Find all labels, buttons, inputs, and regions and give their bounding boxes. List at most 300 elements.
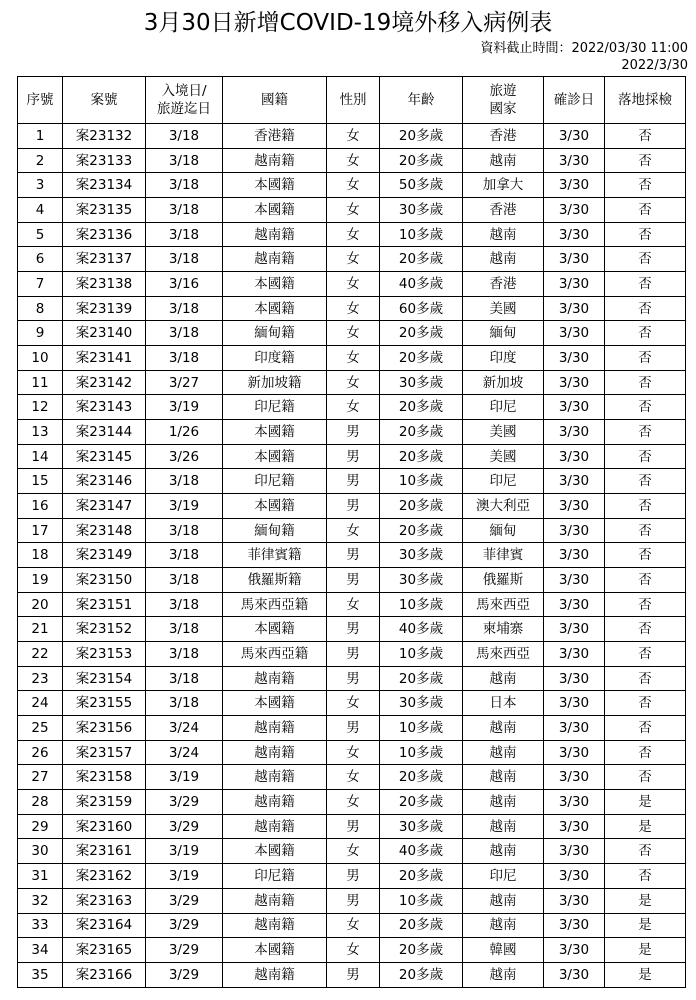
table-row bbox=[18, 272, 686, 297]
table-row bbox=[18, 222, 686, 247]
table-row bbox=[18, 864, 686, 889]
cell-age: 50多歲 bbox=[380, 173, 463, 198]
cell-travel-country: 越南 bbox=[463, 839, 544, 864]
cell-case-no: 案23142 bbox=[63, 370, 146, 395]
cell-landing-test: 否 bbox=[605, 716, 686, 741]
cell-landing-test: 是 bbox=[605, 938, 686, 963]
header-landing-test: 落地採檢 bbox=[605, 77, 686, 124]
cell-seq: 27 bbox=[18, 765, 63, 790]
cell-nationality: 印度籍 bbox=[223, 346, 327, 371]
header-entry-date: 入境日/ 旅遊迄日 bbox=[146, 77, 223, 124]
cell-sex: 女 bbox=[327, 592, 380, 617]
cell-entry-date: 3/19 bbox=[146, 839, 223, 864]
cell-nationality: 本國籍 bbox=[223, 296, 327, 321]
cell-age: 30多歲 bbox=[380, 814, 463, 839]
cell-age: 20多歲 bbox=[380, 321, 463, 346]
cell-travel-country: 越南 bbox=[463, 222, 544, 247]
cell-age: 10多歲 bbox=[380, 222, 463, 247]
cell-entry-date: 3/18 bbox=[146, 124, 223, 149]
table-row bbox=[18, 173, 686, 198]
cell-seq: 20 bbox=[18, 592, 63, 617]
cell-nationality: 本國籍 bbox=[223, 272, 327, 297]
cell-age: 10多歲 bbox=[380, 716, 463, 741]
cell-age: 40多歲 bbox=[380, 272, 463, 297]
cell-nationality: 本國籍 bbox=[223, 494, 327, 519]
cell-entry-date: 3/27 bbox=[146, 370, 223, 395]
cell-seq: 3 bbox=[18, 173, 63, 198]
table-row bbox=[18, 420, 686, 445]
cell-seq: 13 bbox=[18, 420, 63, 445]
cell-seq: 31 bbox=[18, 864, 63, 889]
cell-entry-date: 3/24 bbox=[146, 716, 223, 741]
cell-entry-date: 3/29 bbox=[146, 790, 223, 815]
cell-nationality: 越南籍 bbox=[223, 740, 327, 765]
cell-age: 20多歲 bbox=[380, 518, 463, 543]
cell-landing-test: 是 bbox=[605, 790, 686, 815]
cell-diagnosis-date: 3/30 bbox=[544, 321, 605, 346]
cell-entry-date: 3/19 bbox=[146, 765, 223, 790]
cell-age: 10多歲 bbox=[380, 740, 463, 765]
cell-seq: 24 bbox=[18, 691, 63, 716]
cell-nationality: 本國籍 bbox=[223, 173, 327, 198]
cell-nationality: 本國籍 bbox=[223, 198, 327, 223]
cell-travel-country: 印尼 bbox=[463, 395, 544, 420]
cell-age: 20多歲 bbox=[380, 962, 463, 987]
cell-landing-test: 否 bbox=[605, 395, 686, 420]
cell-nationality: 越南籍 bbox=[223, 148, 327, 173]
cell-case-no: 案23141 bbox=[63, 346, 146, 371]
cell-travel-country: 柬埔寨 bbox=[463, 617, 544, 642]
cell-landing-test: 否 bbox=[605, 864, 686, 889]
cell-diagnosis-date: 3/30 bbox=[544, 864, 605, 889]
cell-nationality: 新加坡籍 bbox=[223, 370, 327, 395]
cell-age: 60多歲 bbox=[380, 296, 463, 321]
table-row bbox=[18, 790, 686, 815]
cell-nationality: 本國籍 bbox=[223, 839, 327, 864]
cell-seq: 12 bbox=[18, 395, 63, 420]
cell-sex: 女 bbox=[327, 247, 380, 272]
cell-entry-date: 3/18 bbox=[146, 296, 223, 321]
cell-diagnosis-date: 3/30 bbox=[544, 765, 605, 790]
cell-travel-country: 美國 bbox=[463, 444, 544, 469]
header-seq: 序號 bbox=[18, 77, 63, 124]
cell-seq: 7 bbox=[18, 272, 63, 297]
cell-entry-date: 3/29 bbox=[146, 888, 223, 913]
cell-diagnosis-date: 3/30 bbox=[544, 543, 605, 568]
cell-case-no: 案23140 bbox=[63, 321, 146, 346]
cell-landing-test: 否 bbox=[605, 444, 686, 469]
cell-age: 40多歲 bbox=[380, 839, 463, 864]
cell-travel-country: 越南 bbox=[463, 666, 544, 691]
cell-diagnosis-date: 3/30 bbox=[544, 913, 605, 938]
cell-sex: 男 bbox=[327, 494, 380, 519]
cell-age: 10多歲 bbox=[380, 592, 463, 617]
cell-sex: 女 bbox=[327, 839, 380, 864]
cell-landing-test: 否 bbox=[605, 592, 686, 617]
cell-entry-date: 3/29 bbox=[146, 962, 223, 987]
table-row bbox=[18, 913, 686, 938]
table-row bbox=[18, 938, 686, 963]
cell-landing-test: 否 bbox=[605, 765, 686, 790]
cell-seq: 22 bbox=[18, 642, 63, 667]
cell-nationality: 本國籍 bbox=[223, 420, 327, 445]
cell-seq: 26 bbox=[18, 740, 63, 765]
cell-nationality: 印尼籍 bbox=[223, 469, 327, 494]
cell-sex: 男 bbox=[327, 888, 380, 913]
cell-landing-test: 否 bbox=[605, 568, 686, 593]
cell-landing-test: 否 bbox=[605, 272, 686, 297]
cell-age: 20多歲 bbox=[380, 494, 463, 519]
cell-case-no: 案23132 bbox=[63, 124, 146, 149]
cell-landing-test: 否 bbox=[605, 321, 686, 346]
cell-age: 20多歲 bbox=[380, 420, 463, 445]
cell-travel-country: 美國 bbox=[463, 296, 544, 321]
table-row bbox=[18, 148, 686, 173]
cell-case-no: 案23161 bbox=[63, 839, 146, 864]
table-row bbox=[18, 395, 686, 420]
cell-landing-test: 否 bbox=[605, 642, 686, 667]
table-row bbox=[18, 765, 686, 790]
cell-case-no: 案23137 bbox=[63, 247, 146, 272]
cell-diagnosis-date: 3/30 bbox=[544, 518, 605, 543]
cell-case-no: 案23157 bbox=[63, 740, 146, 765]
cell-diagnosis-date: 3/30 bbox=[544, 272, 605, 297]
cell-age: 40多歲 bbox=[380, 617, 463, 642]
cell-case-no: 案23133 bbox=[63, 148, 146, 173]
cell-entry-date: 3/18 bbox=[146, 222, 223, 247]
cell-travel-country: 越南 bbox=[463, 962, 544, 987]
cell-age: 20多歲 bbox=[380, 666, 463, 691]
cell-travel-country: 緬甸 bbox=[463, 321, 544, 346]
cell-nationality: 越南籍 bbox=[223, 247, 327, 272]
table-row bbox=[18, 469, 686, 494]
cell-sex: 女 bbox=[327, 765, 380, 790]
cell-age: 10多歲 bbox=[380, 642, 463, 667]
table-row bbox=[18, 518, 686, 543]
cell-diagnosis-date: 3/30 bbox=[544, 469, 605, 494]
cell-diagnosis-date: 3/30 bbox=[544, 666, 605, 691]
cell-entry-date: 3/18 bbox=[146, 666, 223, 691]
cell-case-no: 案23160 bbox=[63, 814, 146, 839]
table-row bbox=[18, 740, 686, 765]
cell-landing-test: 否 bbox=[605, 370, 686, 395]
cell-entry-date: 3/19 bbox=[146, 494, 223, 519]
table-row bbox=[18, 346, 686, 371]
cell-seq: 33 bbox=[18, 913, 63, 938]
cell-nationality: 香港籍 bbox=[223, 124, 327, 149]
cell-travel-country: 美國 bbox=[463, 420, 544, 445]
cell-case-no: 案23138 bbox=[63, 272, 146, 297]
cell-landing-test: 否 bbox=[605, 740, 686, 765]
header-sex: 性別 bbox=[327, 77, 380, 124]
cell-travel-country: 印度 bbox=[463, 346, 544, 371]
cell-diagnosis-date: 3/30 bbox=[544, 790, 605, 815]
cell-nationality: 本國籍 bbox=[223, 617, 327, 642]
cell-landing-test: 是 bbox=[605, 814, 686, 839]
cell-sex: 女 bbox=[327, 518, 380, 543]
table-body bbox=[18, 124, 686, 988]
cell-seq: 10 bbox=[18, 346, 63, 371]
cell-age: 10多歲 bbox=[380, 469, 463, 494]
cell-diagnosis-date: 3/30 bbox=[544, 592, 605, 617]
cell-seq: 29 bbox=[18, 814, 63, 839]
cell-age: 20多歲 bbox=[380, 864, 463, 889]
cell-diagnosis-date: 3/30 bbox=[544, 198, 605, 223]
cell-age: 30多歲 bbox=[380, 568, 463, 593]
cell-landing-test: 否 bbox=[605, 222, 686, 247]
cell-case-no: 案23136 bbox=[63, 222, 146, 247]
cell-entry-date: 3/18 bbox=[146, 617, 223, 642]
cell-sex: 男 bbox=[327, 469, 380, 494]
cell-seq: 25 bbox=[18, 716, 63, 741]
cell-seq: 9 bbox=[18, 321, 63, 346]
cell-landing-test: 否 bbox=[605, 518, 686, 543]
cell-diagnosis-date: 3/30 bbox=[544, 346, 605, 371]
cell-seq: 18 bbox=[18, 543, 63, 568]
cell-nationality: 菲律賓籍 bbox=[223, 543, 327, 568]
cell-landing-test: 否 bbox=[605, 494, 686, 519]
table-row bbox=[18, 247, 686, 272]
cell-sex: 女 bbox=[327, 296, 380, 321]
table-row bbox=[18, 296, 686, 321]
cell-travel-country: 越南 bbox=[463, 247, 544, 272]
cell-diagnosis-date: 3/30 bbox=[544, 247, 605, 272]
table-row bbox=[18, 494, 686, 519]
cell-entry-date: 3/18 bbox=[146, 346, 223, 371]
cell-case-no: 案23156 bbox=[63, 716, 146, 741]
cell-case-no: 案23148 bbox=[63, 518, 146, 543]
cell-diagnosis-date: 3/30 bbox=[544, 494, 605, 519]
cell-age: 20多歲 bbox=[380, 346, 463, 371]
cell-travel-country: 越南 bbox=[463, 716, 544, 741]
cell-nationality: 馬來西亞籍 bbox=[223, 642, 327, 667]
cell-seq: 15 bbox=[18, 469, 63, 494]
header-travel-country: 旅遊 國家 bbox=[463, 77, 544, 124]
cell-sex: 女 bbox=[327, 272, 380, 297]
cell-landing-test: 否 bbox=[605, 124, 686, 149]
cell-entry-date: 3/24 bbox=[146, 740, 223, 765]
cell-diagnosis-date: 3/30 bbox=[544, 839, 605, 864]
cell-travel-country: 越南 bbox=[463, 765, 544, 790]
cell-nationality: 越南籍 bbox=[223, 666, 327, 691]
cell-case-no: 案23166 bbox=[63, 962, 146, 987]
cell-diagnosis-date: 3/30 bbox=[544, 888, 605, 913]
cell-age: 30多歲 bbox=[380, 691, 463, 716]
cell-nationality: 本國籍 bbox=[223, 938, 327, 963]
cell-seq: 32 bbox=[18, 888, 63, 913]
cell-case-no: 案23155 bbox=[63, 691, 146, 716]
cell-travel-country: 馬來西亞 bbox=[463, 592, 544, 617]
cell-age: 20多歲 bbox=[380, 444, 463, 469]
cell-sex: 女 bbox=[327, 148, 380, 173]
cell-sex: 女 bbox=[327, 173, 380, 198]
cell-entry-date: 3/18 bbox=[146, 198, 223, 223]
cell-travel-country: 香港 bbox=[463, 198, 544, 223]
cell-sex: 男 bbox=[327, 420, 380, 445]
cell-entry-date: 3/18 bbox=[146, 247, 223, 272]
cell-travel-country: 日本 bbox=[463, 691, 544, 716]
cell-case-no: 案23165 bbox=[63, 938, 146, 963]
cell-sex: 女 bbox=[327, 198, 380, 223]
cell-diagnosis-date: 3/30 bbox=[544, 296, 605, 321]
cell-sex: 男 bbox=[327, 716, 380, 741]
table-row bbox=[18, 642, 686, 667]
header-diagnosis-date: 確診日 bbox=[544, 77, 605, 124]
cell-landing-test: 否 bbox=[605, 346, 686, 371]
cell-entry-date: 3/29 bbox=[146, 814, 223, 839]
cell-travel-country: 印尼 bbox=[463, 864, 544, 889]
cell-entry-date: 3/18 bbox=[146, 173, 223, 198]
cell-nationality: 緬甸籍 bbox=[223, 321, 327, 346]
cell-diagnosis-date: 3/30 bbox=[544, 124, 605, 149]
cell-travel-country: 越南 bbox=[463, 740, 544, 765]
cell-seq: 35 bbox=[18, 962, 63, 987]
cell-nationality: 本國籍 bbox=[223, 444, 327, 469]
cell-entry-date: 3/18 bbox=[146, 543, 223, 568]
header-row bbox=[18, 77, 686, 124]
cell-travel-country: 緬甸 bbox=[463, 518, 544, 543]
data-cutoff-time: 資料截止時間：2022/03/30 11:00 bbox=[480, 41, 688, 56]
cell-seq: 30 bbox=[18, 839, 63, 864]
cell-sex: 男 bbox=[327, 543, 380, 568]
cell-entry-date: 3/18 bbox=[146, 592, 223, 617]
cell-age: 20多歲 bbox=[380, 247, 463, 272]
cell-diagnosis-date: 3/30 bbox=[544, 568, 605, 593]
cell-entry-date: 3/16 bbox=[146, 272, 223, 297]
cell-nationality: 俄羅斯籍 bbox=[223, 568, 327, 593]
cell-age: 20多歲 bbox=[380, 765, 463, 790]
cell-entry-date: 1/26 bbox=[146, 420, 223, 445]
cell-age: 20多歲 bbox=[380, 938, 463, 963]
cell-nationality: 越南籍 bbox=[223, 765, 327, 790]
cell-nationality: 越南籍 bbox=[223, 913, 327, 938]
cell-entry-date: 3/18 bbox=[146, 518, 223, 543]
cell-landing-test: 是 bbox=[605, 888, 686, 913]
cell-diagnosis-date: 3/30 bbox=[544, 370, 605, 395]
cell-entry-date: 3/18 bbox=[146, 642, 223, 667]
header-age: 年齡 bbox=[380, 77, 463, 124]
cell-sex: 女 bbox=[327, 222, 380, 247]
table-row bbox=[18, 716, 686, 741]
cell-diagnosis-date: 3/30 bbox=[544, 173, 605, 198]
cell-entry-date: 3/29 bbox=[146, 938, 223, 963]
cell-entry-date: 3/18 bbox=[146, 148, 223, 173]
cell-age: 20多歲 bbox=[380, 790, 463, 815]
cell-sex: 女 bbox=[327, 938, 380, 963]
cell-case-no: 案23144 bbox=[63, 420, 146, 445]
cell-case-no: 案23163 bbox=[63, 888, 146, 913]
cell-age: 30多歲 bbox=[380, 543, 463, 568]
cell-case-no: 案23149 bbox=[63, 543, 146, 568]
cell-age: 20多歲 bbox=[380, 395, 463, 420]
cell-case-no: 案23135 bbox=[63, 198, 146, 223]
cell-sex: 女 bbox=[327, 790, 380, 815]
table-row bbox=[18, 962, 686, 987]
cell-landing-test: 否 bbox=[605, 666, 686, 691]
cell-entry-date: 3/18 bbox=[146, 568, 223, 593]
cell-sex: 男 bbox=[327, 814, 380, 839]
cell-nationality: 越南籍 bbox=[223, 814, 327, 839]
cell-nationality: 緬甸籍 bbox=[223, 518, 327, 543]
cell-seq: 6 bbox=[18, 247, 63, 272]
cell-sex: 男 bbox=[327, 444, 380, 469]
cell-age: 30多歲 bbox=[380, 370, 463, 395]
cell-entry-date: 3/29 bbox=[146, 913, 223, 938]
page-title: 3月30日新增COVID-19境外移入病例表 bbox=[143, 10, 553, 36]
cell-seq: 17 bbox=[18, 518, 63, 543]
table-row bbox=[18, 617, 686, 642]
cell-sex: 男 bbox=[327, 642, 380, 667]
cell-age: 30多歲 bbox=[380, 198, 463, 223]
cell-seq: 34 bbox=[18, 938, 63, 963]
cell-case-no: 案23154 bbox=[63, 666, 146, 691]
cell-diagnosis-date: 3/30 bbox=[544, 395, 605, 420]
cell-sex: 男 bbox=[327, 617, 380, 642]
cell-diagnosis-date: 3/30 bbox=[544, 642, 605, 667]
cell-seq: 8 bbox=[18, 296, 63, 321]
table-row bbox=[18, 543, 686, 568]
table-row bbox=[18, 839, 686, 864]
cell-landing-test: 是 bbox=[605, 962, 686, 987]
cell-sex: 女 bbox=[327, 913, 380, 938]
cell-case-no: 案23152 bbox=[63, 617, 146, 642]
cell-seq: 14 bbox=[18, 444, 63, 469]
cell-case-no: 案23158 bbox=[63, 765, 146, 790]
cell-nationality: 越南籍 bbox=[223, 962, 327, 987]
table-row bbox=[18, 814, 686, 839]
cell-diagnosis-date: 3/30 bbox=[544, 938, 605, 963]
cell-case-no: 案23153 bbox=[63, 642, 146, 667]
cell-sex: 男 bbox=[327, 962, 380, 987]
cell-seq: 2 bbox=[18, 148, 63, 173]
cell-landing-test: 否 bbox=[605, 839, 686, 864]
cell-nationality: 本國籍 bbox=[223, 691, 327, 716]
cell-seq: 11 bbox=[18, 370, 63, 395]
cell-seq: 1 bbox=[18, 124, 63, 149]
cell-case-no: 案23150 bbox=[63, 568, 146, 593]
cell-sex: 女 bbox=[327, 124, 380, 149]
cell-case-no: 案23139 bbox=[63, 296, 146, 321]
cell-case-no: 案23162 bbox=[63, 864, 146, 889]
cell-entry-date: 3/19 bbox=[146, 395, 223, 420]
cell-travel-country: 馬來西亞 bbox=[463, 642, 544, 667]
cell-landing-test: 否 bbox=[605, 296, 686, 321]
cell-landing-test: 否 bbox=[605, 420, 686, 445]
cell-sex: 女 bbox=[327, 370, 380, 395]
report-date: 2022/3/30 bbox=[621, 58, 688, 73]
cell-case-no: 案23143 bbox=[63, 395, 146, 420]
cell-age: 20多歲 bbox=[380, 913, 463, 938]
cell-travel-country: 菲律賓 bbox=[463, 543, 544, 568]
cell-seq: 16 bbox=[18, 494, 63, 519]
cell-travel-country: 越南 bbox=[463, 814, 544, 839]
cell-travel-country: 越南 bbox=[463, 790, 544, 815]
header-case-no: 案號 bbox=[63, 77, 146, 124]
cell-landing-test: 否 bbox=[605, 198, 686, 223]
table-row bbox=[18, 444, 686, 469]
table-row bbox=[18, 198, 686, 223]
cell-travel-country: 加拿大 bbox=[463, 173, 544, 198]
cell-travel-country: 香港 bbox=[463, 272, 544, 297]
cell-nationality: 越南籍 bbox=[223, 716, 327, 741]
cell-case-no: 案23151 bbox=[63, 592, 146, 617]
cell-travel-country: 越南 bbox=[463, 148, 544, 173]
cell-age: 20多歲 bbox=[380, 124, 463, 149]
cell-case-no: 案23145 bbox=[63, 444, 146, 469]
cell-travel-country: 越南 bbox=[463, 913, 544, 938]
cell-case-no: 案23146 bbox=[63, 469, 146, 494]
cell-travel-country: 澳大利亞 bbox=[463, 494, 544, 519]
